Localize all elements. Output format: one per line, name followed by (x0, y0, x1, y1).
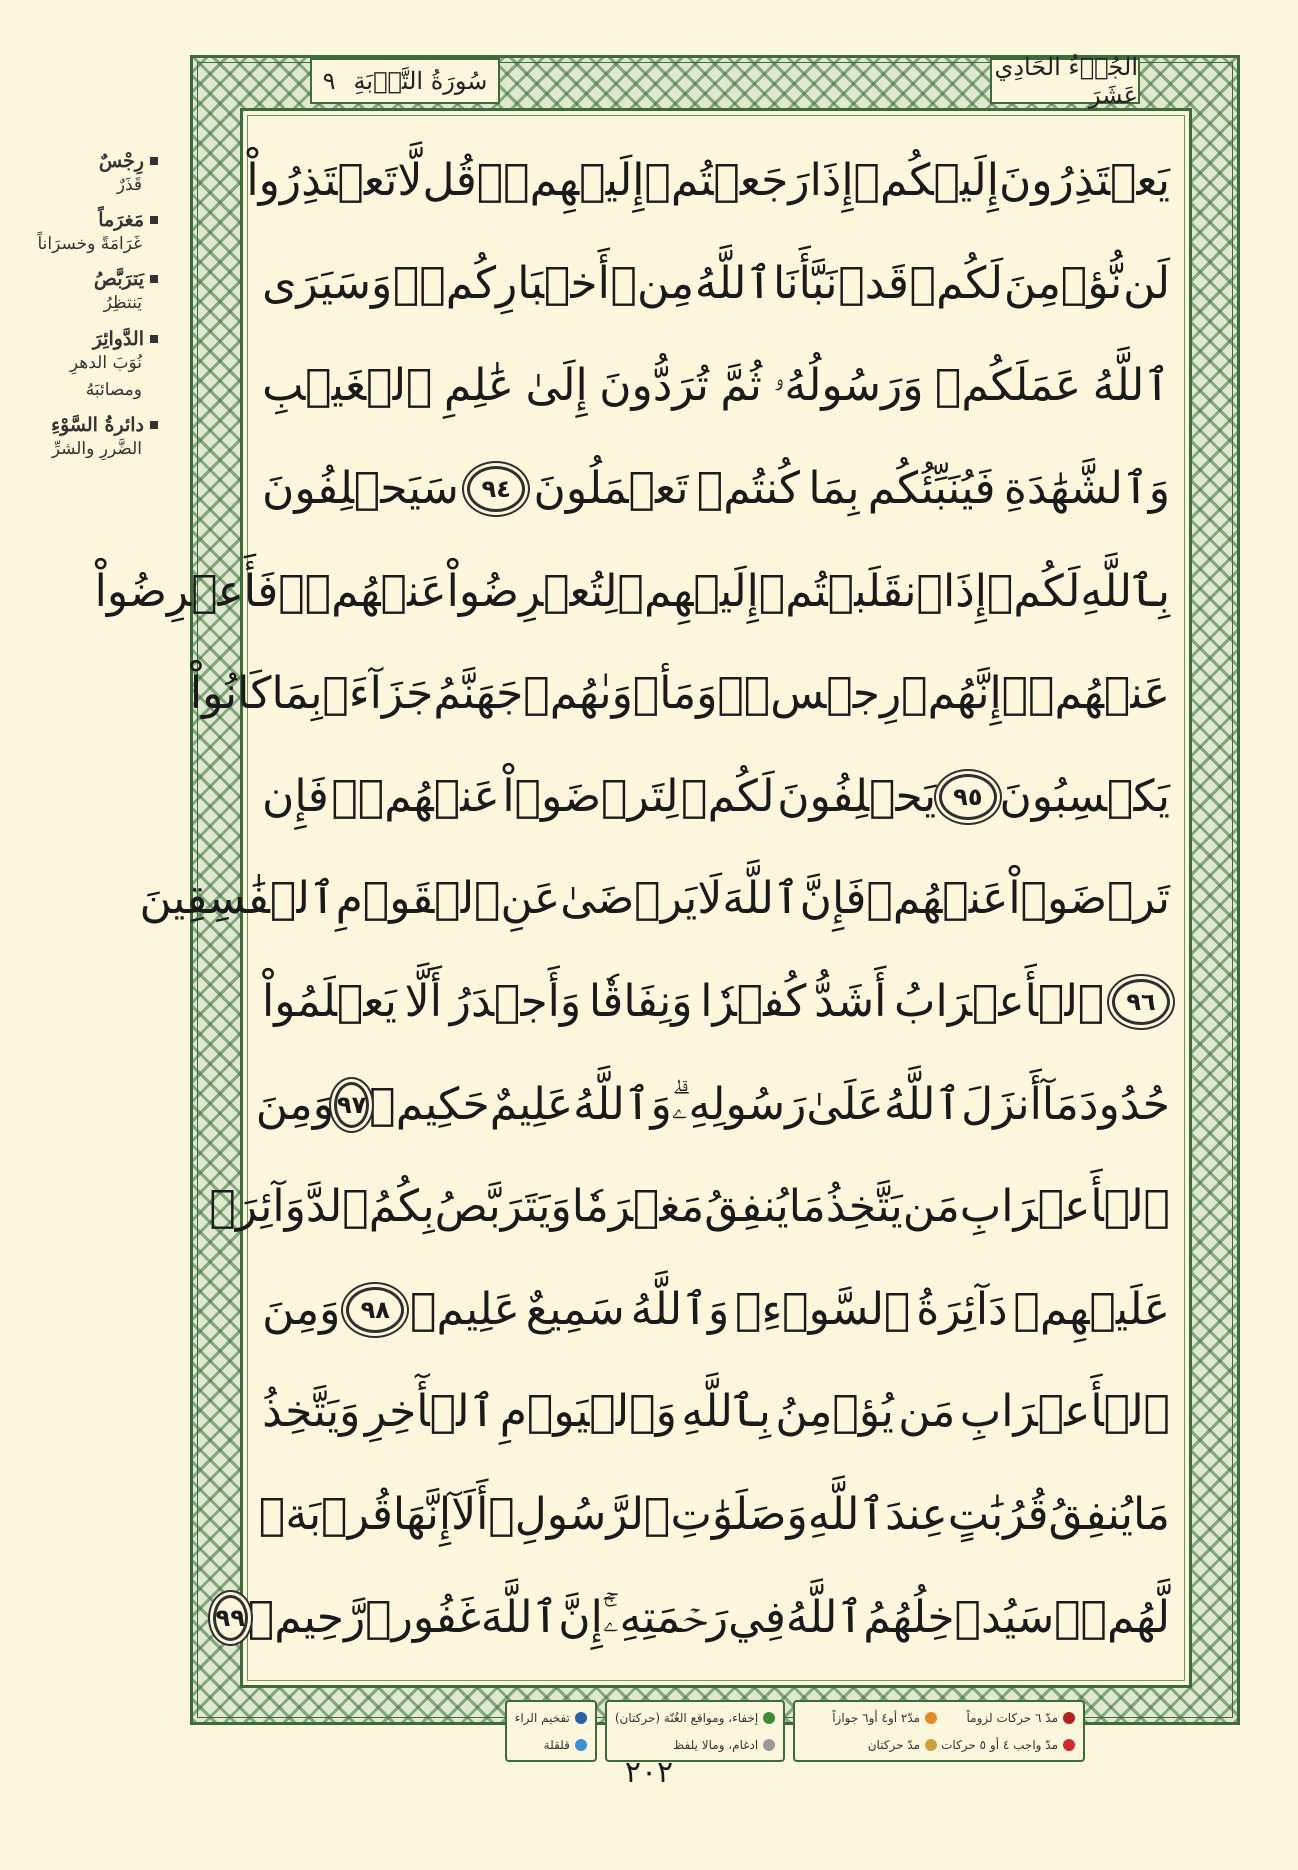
verse-word: تُرَدُّونَ (599, 360, 709, 412)
verse-word: ثُمَّ (720, 360, 762, 412)
verse-word: فَأَعۡرِضُواْ (94, 565, 279, 617)
square-bullet-icon (150, 335, 158, 343)
verse-line (262, 233, 1170, 336)
verse-word: إِلَيۡكُمۡ (853, 155, 999, 207)
verse-word: ٱللَّهَ (722, 873, 800, 925)
glossary-entry (14, 328, 158, 404)
verse-word: ٱللَّهِ (807, 1489, 886, 1541)
verse-word: مِنۡ (610, 257, 695, 309)
verse-word: أَشَدُّ (814, 976, 887, 1028)
verse-word: دَآئِرَةُ (916, 1283, 1008, 1335)
color-dot-icon (1063, 1712, 1075, 1724)
verse-word: رَحۡمَتِهِۦٓۚ (602, 1591, 729, 1643)
verse-word: قُرُبَٰتٍ (947, 1489, 1049, 1541)
glossary-word-row (14, 328, 158, 350)
verse-word: وَأَجۡدَرُ (449, 976, 582, 1028)
verse-word: وَنِفَاقٗا (588, 976, 693, 1028)
verse-word: وَٱلشَّهَٰدَةِ (1003, 463, 1170, 515)
verse-word: لَكُمۡ (987, 565, 1081, 617)
verse-word: عَلَيۡهِمۡ (1013, 1283, 1170, 1335)
color-dot-icon (575, 1712, 587, 1724)
verse-word: نَبَّأَنَا (772, 257, 838, 309)
verse-word: أَنزَلَ (961, 1078, 1042, 1130)
verse-word: وَرَسُولُهُۥ (773, 360, 924, 412)
verse-word: عَلِيمٌ (489, 1078, 574, 1130)
glossary-meaning: غَرَامَةً وخسرَاناً (37, 234, 142, 255)
verse-line (209, 1156, 1170, 1259)
verse-word: بِٱللَّهِ (1080, 565, 1170, 617)
verse-line (262, 1361, 1170, 1464)
verse-line (139, 848, 1170, 951)
verse-word: ٱلۡأٓخِرِ (364, 1386, 496, 1438)
glossary-word-row (14, 268, 158, 290)
verse-word: إِنَّ (558, 1591, 603, 1643)
verse-line (189, 643, 1170, 746)
verse-word: لَن (1123, 257, 1170, 309)
verse-word: عِندَ (885, 1489, 948, 1541)
verse-line (215, 1566, 1170, 1669)
verse-word: أَلَآ (451, 1489, 489, 1541)
ayah-number-marker: ٩٨ (346, 1287, 404, 1333)
verse-word: وَمِنَ (262, 1283, 341, 1335)
verse-word: رَجَعۡتُمۡ (644, 155, 810, 207)
tajweed-legend (395, 1700, 1085, 1762)
verse-word: بِمَا (271, 668, 323, 720)
legend-item (515, 1706, 587, 1729)
legend-label: مدّ حركتان (867, 1737, 921, 1752)
color-dot-icon (925, 1712, 937, 1724)
verse-word: حُدُودَ (1078, 1078, 1170, 1130)
verse-word: لِتُعۡرِضُواْ (446, 565, 618, 617)
glossary-word: رِجْسٌ (98, 150, 144, 172)
verse-word: لَّا (397, 155, 423, 207)
square-bullet-icon (150, 275, 158, 283)
verse-word: عَلِيمٞ (410, 1283, 520, 1335)
verse-word: تَعۡمَلُونَ (533, 463, 689, 515)
verse-word: إِنَّهُمۡ (901, 668, 1002, 720)
verse-word: عَمَلَكُمۡ (934, 360, 1082, 412)
verse-line (262, 746, 1170, 849)
legend-item (803, 1733, 937, 1756)
color-dot-icon (925, 1739, 937, 1751)
verse-word: ٱلرَّسُولِۚ (488, 1489, 671, 1541)
verse-word: بِمَا (808, 463, 860, 515)
glossary-meaning: قَذَرٌ (116, 175, 142, 195)
verse-word: رِجۡسٞۖ (717, 668, 902, 720)
verse-word: مَغۡرَمٗا (571, 1181, 705, 1233)
verse-word: كَانُواْ (189, 668, 272, 720)
verse-word: لَا (697, 873, 723, 925)
surah-name: سُورَةُ التَّوۡبَةِ (353, 67, 488, 95)
verse-word: رَّحِيمٞ (247, 1591, 366, 1643)
verse-word: وَسَيَرَى (262, 257, 393, 309)
glossary-word-row (14, 414, 158, 436)
verse-word: يُؤۡمِنُ (775, 1386, 894, 1438)
verse-word: مَن (898, 1386, 956, 1438)
verse-word: وَصَلَوَٰتِ (670, 1489, 808, 1541)
legend-item (941, 1706, 1075, 1729)
margin-glossary (14, 150, 158, 473)
verse-word: وَيَتَّخِذُ (262, 1386, 361, 1438)
verse-word: ٱلۡقَوۡمِ (335, 873, 501, 925)
verse-word: يُنفِقُ (704, 1181, 789, 1233)
glossary-word: الدَّوائِرَ (92, 327, 144, 350)
ayah-number-marker: ٩٥ (939, 774, 997, 820)
verse-word: تَعۡتَذِرُواْ (246, 155, 398, 207)
surah-number: ٩ (322, 67, 336, 95)
legend-label: مدّ ٦ حركات لزوماً (966, 1710, 1058, 1725)
verse-line (258, 1464, 1170, 1567)
verse-word: ٱللَّهَ (480, 1591, 559, 1643)
verse-word: فِي (728, 1591, 786, 1643)
verse-word: سَيَحۡلِفُونَ (262, 463, 459, 515)
glossary-meaning: يَنتظِرُ (103, 293, 142, 314)
legend-label: قلقلة (543, 1737, 570, 1752)
verse-word: عَنۡهُمۡۖ (331, 770, 500, 822)
verse-word: وَٱللَّهُ (573, 1078, 672, 1130)
legend-label: إخفاء، ومواقع الغُنّة (حركتان) (614, 1710, 759, 1725)
glossary-word: مَغرَماً (98, 209, 144, 232)
verse-word: عَلَىٰ (806, 1078, 884, 1130)
ayah-number-marker: ٩٧ (334, 1082, 369, 1128)
legend-item (515, 1733, 587, 1756)
square-bullet-icon (150, 421, 158, 429)
verse-line (262, 1259, 1170, 1362)
verse-word: أَخۡبَارِكُمۡۚ (393, 257, 610, 309)
verse-line (262, 335, 1170, 438)
verse-word: جَهَنَّمُ (433, 668, 524, 720)
juz-name: الجُزۡءُ الحَادِي عَشَرَ (994, 53, 1138, 109)
verse-word: وَيَتَرَبَّصُ (434, 1181, 572, 1233)
verse-word: جَزَآءَۢ (322, 668, 434, 720)
verse-word: رَسُولِهِۦۗ (671, 1078, 807, 1130)
verse-word: قُرۡبَةٞ (258, 1489, 393, 1541)
verse-line (262, 438, 1170, 541)
verse-line (262, 951, 1170, 1054)
verse-word: لَكُمۡ (909, 257, 1004, 309)
legend-label: مدّ٢ أو٤ أو٦ جوازاً (832, 1710, 921, 1725)
square-bullet-icon (150, 157, 158, 165)
glossary-word-row (14, 209, 158, 231)
verse-word: سَمِيعٌ (525, 1283, 625, 1335)
verse-word: فَإِنَّ (799, 873, 867, 925)
verse-word: ٱلدَّوَآئِرَۚ (209, 1181, 369, 1233)
legend-label: ادغام، ومالا يلفظ (673, 1737, 759, 1752)
glossary-word: دائرةُ السَّوْءِ (51, 413, 144, 436)
verse-word: كُفۡرٗا (700, 976, 807, 1028)
glossary-entry (14, 414, 158, 463)
verse-word: ٱلسَّوۡءِۗ (735, 1283, 911, 1335)
legend-group (605, 1700, 785, 1762)
verse-word: يَرۡضَىٰ (560, 873, 698, 925)
verse-word: إِلَيۡهِمۡۚ (476, 155, 645, 207)
verse-word: مَن (902, 1181, 960, 1233)
verse-line (255, 1053, 1170, 1156)
verse-word: حَكِيمٞ (369, 1078, 490, 1130)
verse-word: ٱللَّهُ (785, 1591, 864, 1643)
verse-word: غَفُورٞ (365, 1591, 481, 1643)
verse-word: ٱللَّهُ (1092, 360, 1170, 412)
verse-word: يَتَّخِذُ (825, 1181, 903, 1233)
glossary-word: يَترَبَّصُ (93, 268, 144, 291)
glossary-entry (14, 209, 158, 258)
glossary-entry (14, 268, 158, 317)
verse-word: بِكُمُ (368, 1181, 435, 1233)
verse-word: يَعۡتَذِرُونَ (998, 155, 1170, 207)
color-dot-icon (575, 1739, 587, 1751)
verse-word: عَنۡهُمۡ (866, 873, 1009, 925)
glossary-entry (14, 150, 158, 199)
verse-word: مَا (788, 1181, 826, 1233)
verse-word: مَآ (1041, 1078, 1079, 1130)
legend-item (615, 1706, 775, 1729)
verse-word: عَٰلِمِ (443, 360, 514, 412)
verse-word: سَيُدۡخِلُهُمُ (863, 1591, 1055, 1643)
verse-word: ٱللَّهُ (883, 1078, 962, 1130)
color-dot-icon (763, 1739, 775, 1751)
glossary-word-row (14, 150, 158, 172)
verse-word: يَعۡلَمُواْ (262, 976, 397, 1028)
surah-header (310, 58, 500, 104)
verse-word: يَكۡسِبُونَ (999, 770, 1170, 822)
verse-word: نُّؤۡمِنَ (1003, 257, 1123, 309)
verse-word: عَنِ (500, 873, 561, 925)
verse-word: إِلَيۡهِمۡ (617, 565, 759, 617)
verse-word: كُنتُمۡ (696, 463, 801, 515)
verse-word: إِذَا (809, 155, 854, 207)
verse-word: وَٱللَّهُ (630, 1283, 730, 1335)
verse-word: ٱنقَلَبۡتُمۡ (758, 565, 943, 617)
verse-word: ٱلۡأَعۡرَابِ (959, 1181, 1170, 1233)
ayah-number-marker: ٩٤ (467, 466, 525, 512)
verse-word: تَرۡضَوۡاْ (1008, 873, 1170, 925)
legend-item (941, 1733, 1075, 1756)
page-number: ٢٠٢ (624, 1755, 674, 1790)
verse-word: ٱلۡفَٰسِقِينَ (139, 873, 336, 925)
verse-word: قَدۡ (838, 257, 909, 309)
legend-group (505, 1700, 597, 1762)
verse-word: وَمَأۡوَىٰهُمۡ (523, 668, 718, 720)
verse-word: لَكُمۡ (681, 770, 775, 822)
verse-word: بِٱللَّهِ (681, 1386, 771, 1438)
verse-word: عَنۡهُمۡۖ (278, 565, 447, 617)
verse-word: مَا (1133, 1489, 1170, 1541)
verse-word: ٱللَّهُ (694, 257, 773, 309)
verse-word: لِتَرۡضَوۡاْ (502, 770, 679, 822)
legend-label: مدّ واجب ٤ أو ٥ حركات (941, 1737, 1058, 1752)
legend-label: تفخيم الراء (514, 1710, 570, 1725)
verse-word: إِذَا (942, 565, 987, 617)
verse-word: وَٱلۡيَوۡمِ (499, 1386, 677, 1438)
legend-item (803, 1706, 937, 1729)
juz-header (990, 53, 1140, 109)
legend-group (793, 1700, 1085, 1762)
verse-word: إِنَّهَا (392, 1489, 452, 1541)
verse-word: أَلَّا (404, 976, 442, 1028)
verse-word: عَنۡهُمۡۖ (1001, 668, 1170, 720)
verse-word: ٱلۡأَعۡرَابُ (894, 976, 1105, 1028)
verse-line (246, 130, 1170, 233)
verse-word: ٱلۡأَعۡرَابِ (959, 1386, 1170, 1438)
color-dot-icon (1063, 1739, 1075, 1751)
verse-word: فَإِن (262, 770, 329, 822)
verse-word: ٱلۡغَيۡبِ (262, 360, 433, 412)
verse-word: يُنفِقُ (1048, 1489, 1134, 1541)
legend-item (615, 1733, 775, 1756)
verse-line (94, 540, 1170, 643)
verse-word: لَّهُمۡۚ (1054, 1591, 1170, 1643)
color-dot-icon (763, 1712, 775, 1724)
verse-word: قُل (422, 155, 477, 207)
ayah-number-marker: ٩٦ (1112, 979, 1170, 1025)
verse-word: فَيُنَبِّئُكُم (867, 463, 996, 515)
ayah-number-marker: ٩٩ (213, 1595, 248, 1641)
glossary-meaning: الضَّررِ والشرِّ (51, 438, 142, 459)
verse-word: إِلَىٰ (525, 360, 588, 412)
glossary-meaning: نُوَبَ الدهرِ ومصائبَهُ (69, 352, 142, 400)
verse-word: يَحۡلِفُونَ (777, 770, 937, 822)
verse-word: وَمِنَ (255, 1078, 334, 1130)
square-bullet-icon (150, 216, 158, 224)
